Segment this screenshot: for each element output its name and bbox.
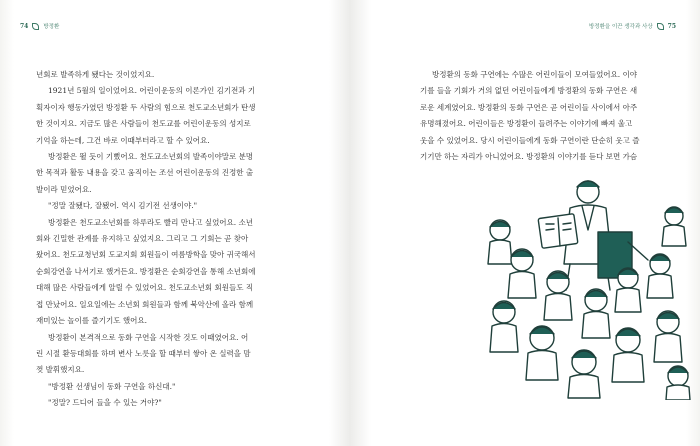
left-running-head [20,22,59,30]
paragraph: 1921년 5월의 일이었어요. 어린이운동의 이론가인 김기전과 기 획자이자 행동가였던 방정환 두 사람의 힘으로 천도교소년회가 탄생 한 것이지요. 지금도 많은 사람들이 천도교를 어린이운동의 성지로 기억을 하는데, 그건 바로 이때부터라고 할 수 있어요. [36,86,256,145]
paragraph: 방정환이 본격적으로 동화 구연을 시작한 것도 이때였어요. 어 린 시절 환등대회를 하며 변사 노릇을 할 때부터 쌓아 온 실력을 맘 껏 발휘했지요. [36,332,251,375]
left-page-number: 74 [20,22,29,30]
dialogue-line: "정말 잘됐다, 잘됐어. 역시 김기전 선생이야." [48,201,198,211]
leaf-icon [32,23,39,30]
storytelling-illustration [478,172,696,400]
left-body-text [36,67,308,412]
right-running-head [589,22,676,30]
right-body-text [420,67,684,165]
paragraph: 방정환은 천도교소년회를 하루라도 빨리 만나고 싶었어요. 소년 회와 긴밀한 관계를 유지하고 싶었지요. 그리고 그 기회는 곧 찾아 왔어요. 천도교청년회 도교지회 회원들이 여름방학을 맞아 귀국해서 순회강연을 나서기로 했거든요. 방정환은 순회강연을 통해 소년회에 대해 많은 사람들에게 알릴 수 있었어요. 천도교소년회 회원들도 직 접 만났어요. 일요일에는 소년회 회원들과 함께 북악산에 올라 함께 재미있는 놀이를 즐기기도 했어요. [36,217,256,326]
paragraph: 방정환의 동화 구연에는 수많은 어린이들이 모여들었어요. 이야 기를 들을 기회가 거의 없던 어린이들에게 방정환의 동화 구연은 새 로운 세계였어요. 방정환의 동화 구연은 곧 어린이들 사이에서 아주 유명해졌어요. 어린이들은 방정환이 들려주는 이야기에 빠져 울고 웃을 수 있었어요. 당시 어린이들에게 동화 구연이란 단순히 웃고 즐 기기만 하는 자리가 아니었어요. 방정환의 이야기를 듣다 보면 가슴 [420,70,640,162]
paragraph: 방정환은 뛸 듯이 기뻤어요. 천도교소년회의 발족이야말로 분명 한 목적과 활동 내용을 갖고 움직이는 조선 어린이운동의 진정한 출 발이라 믿었어요. [36,152,254,194]
dialogue-line: "정말? 드디어 들을 수 있는 거야?" [48,398,162,408]
right-page-number: 75 [667,22,676,30]
left-running-title: 방정환 [43,24,60,30]
paragraph: 년회로 발족하게 됐다는 것이었지요. [36,70,155,79]
leaf-icon [657,23,664,30]
right-running-title: 방정환을 이끈 생각과 사상 [588,24,653,30]
right-page [350,0,700,446]
dialogue-line: "방정환 선생님이 동화 구연을 하신대." [48,381,176,391]
